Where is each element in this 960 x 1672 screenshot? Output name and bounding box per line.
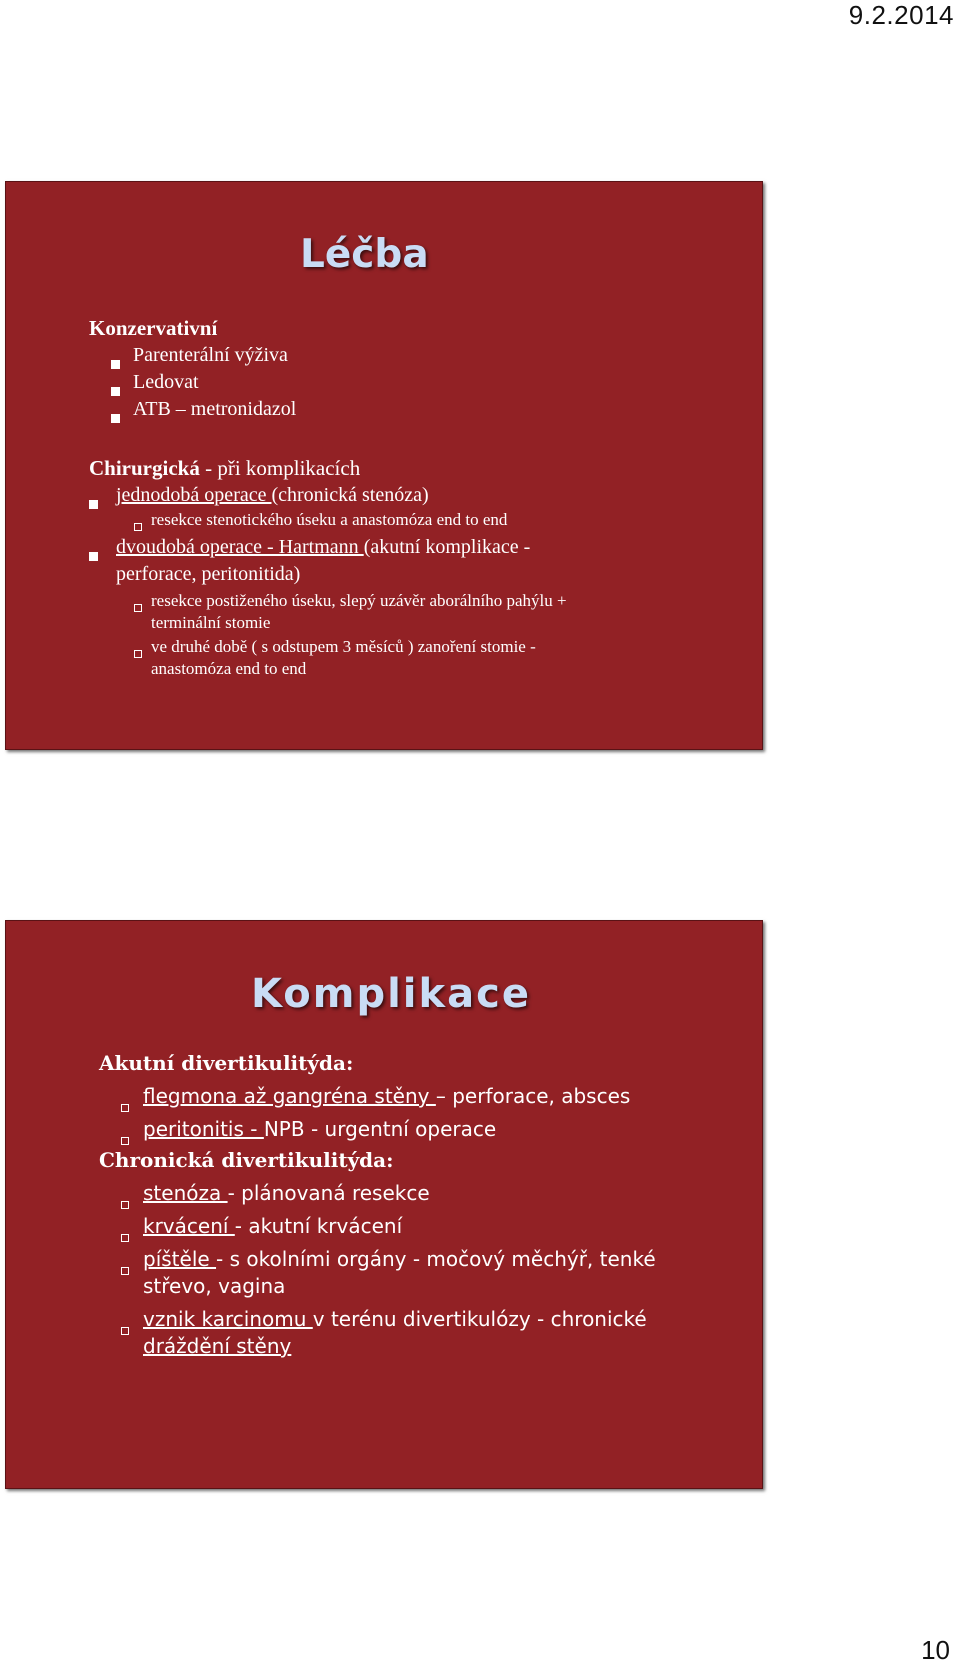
square-bullet-icon	[89, 542, 98, 569]
hollow-square-bullet-icon	[121, 1092, 129, 1119]
section-heading-chronicka: Chronická divertikulitýda:	[99, 1148, 394, 1172]
slide-komplikace	[5, 920, 763, 1489]
hollow-square-bullet-icon	[121, 1189, 129, 1216]
sub-list-item: ve druhé době ( s odstupem 3 měsíců ) zanoření stomie - anastomóza end to end	[89, 636, 729, 680]
section-heading-chirurgicka: Chirurgická - při komplikacích	[89, 456, 361, 480]
hollow-square-bullet-icon	[121, 1125, 129, 1152]
page-date: 9.2.2014	[848, 0, 954, 30]
slide-title: Léčba	[300, 232, 429, 277]
list-item: Ledovat	[111, 369, 729, 396]
section-heading-konzervativni: Konzervativní	[89, 316, 218, 340]
page-number: 10	[921, 1635, 950, 1665]
list-item: Parenterální výživa	[111, 342, 729, 369]
list-item: vznik karcinomu v terénu divertikulózy - chronické dráždění stěny	[99, 1306, 739, 1360]
hollow-square-bullet-icon	[121, 1255, 129, 1282]
slide-body	[99, 1049, 739, 1360]
hollow-square-bullet-icon	[134, 642, 142, 664]
hollow-square-bullet-icon	[134, 596, 142, 618]
list-item: dvoudobá operace - Hartmann (akutní komplikace - perforace, peritonitida)	[89, 534, 729, 588]
slide-lecba	[5, 181, 763, 750]
list-item: stenóza - plánovaná resekce	[99, 1180, 739, 1207]
hollow-square-bullet-icon	[121, 1222, 129, 1249]
slide-body	[89, 314, 729, 680]
square-bullet-icon	[111, 404, 120, 431]
list-item: krvácení - akutní krvácení	[99, 1213, 739, 1240]
section-heading-akutni: Akutní divertikulitýda:	[99, 1051, 354, 1075]
list-item: ATB – metronidazol	[111, 396, 729, 423]
hollow-square-bullet-icon	[121, 1315, 129, 1342]
sub-list-item: resekce stenotického úseku a anastomóza end to end	[89, 509, 729, 531]
list-item: píštěle - s okolními orgány - močový měchýř, tenké střevo, vagina	[99, 1246, 739, 1300]
list-item: flegmona až gangréna stěny – perforace, absces	[99, 1083, 739, 1110]
slide-title: Komplikace	[251, 971, 531, 1017]
list-item: jednodobá operace (chronická stenóza)	[89, 482, 729, 509]
sub-list-item: resekce postiženého úseku, slepý uzávěr aborálního pahýlu + terminální stomie	[89, 590, 729, 634]
list-item: peritonitis - NPB - urgentní operace	[99, 1116, 739, 1143]
